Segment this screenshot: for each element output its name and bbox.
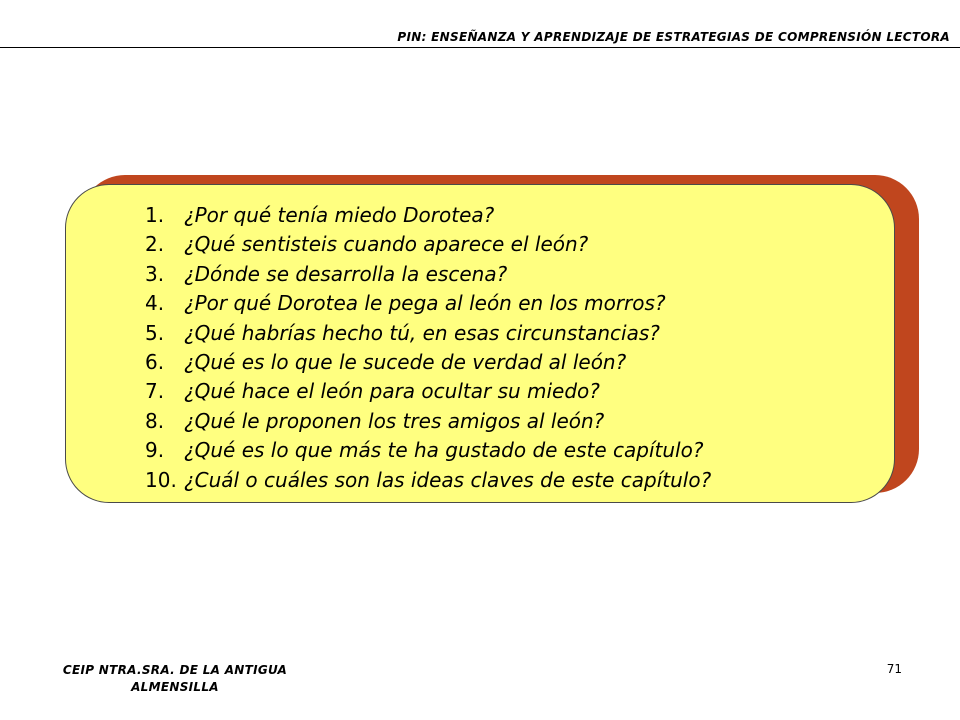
question-item-7 — [145, 377, 711, 406]
question-text: ¿Por qué Dorotea le pega al león en los morros? — [184, 291, 666, 316]
question-text: ¿Por qué tenía miedo Dorotea? — [184, 203, 495, 227]
footer-school-town: ALMENSILLA — [131, 680, 219, 694]
page-number: 71 — [886, 662, 902, 676]
question-number: 6. — [145, 350, 165, 375]
question-number: 2. — [145, 232, 165, 257]
question-number: 8. — [145, 408, 165, 433]
question-number: 9. — [145, 438, 165, 463]
question-text: ¿Qué le proponen los tres amigos al león? — [184, 408, 605, 433]
question-number: 4. — [145, 291, 165, 316]
header-title: PIN: ENSEÑANZA Y APRENDIZAJE DE ESTRATEGIAS DE COMPRENSIÓN LECTORA — [397, 30, 950, 44]
question-number: 7. — [145, 379, 165, 404]
header-rule — [0, 47, 960, 48]
footer-school-name: CEIP NTRA.SRA. DE LA ANTIGUA — [62, 663, 288, 677]
question-item-5 — [145, 319, 711, 348]
question-text: ¿Dónde se desarrolla la escena? — [184, 261, 508, 286]
question-item-2 — [145, 230, 711, 259]
question-text: ¿Cuál o cuáles son las ideas claves de este capítulo? — [184, 467, 712, 492]
question-item-9 — [145, 436, 711, 465]
question-number: 1. — [145, 203, 165, 227]
question-item-4 — [145, 289, 711, 318]
question-text: ¿Qué hace el león para ocultar su miedo? — [184, 379, 600, 404]
question-number: 3. — [145, 261, 165, 286]
question-text: ¿Qué sentisteis cuando aparece el león? — [184, 232, 589, 257]
question-text: ¿Qué es lo que le sucede de verdad al león? — [184, 350, 627, 375]
question-number: 10. — [145, 467, 177, 492]
question-text: ¿Qué es lo que más te ha gustado de este capítulo? — [184, 438, 704, 463]
question-text: ¿Qué habrías hecho tú, en esas circunstancias? — [184, 320, 660, 345]
question-item-3 — [145, 260, 711, 289]
footer-school — [30, 662, 320, 696]
question-list — [145, 201, 711, 495]
question-item-10 — [145, 466, 711, 495]
question-item-8 — [145, 407, 711, 436]
question-item-1 — [145, 201, 711, 230]
question-item-6 — [145, 348, 711, 377]
question-number: 5. — [145, 320, 165, 345]
